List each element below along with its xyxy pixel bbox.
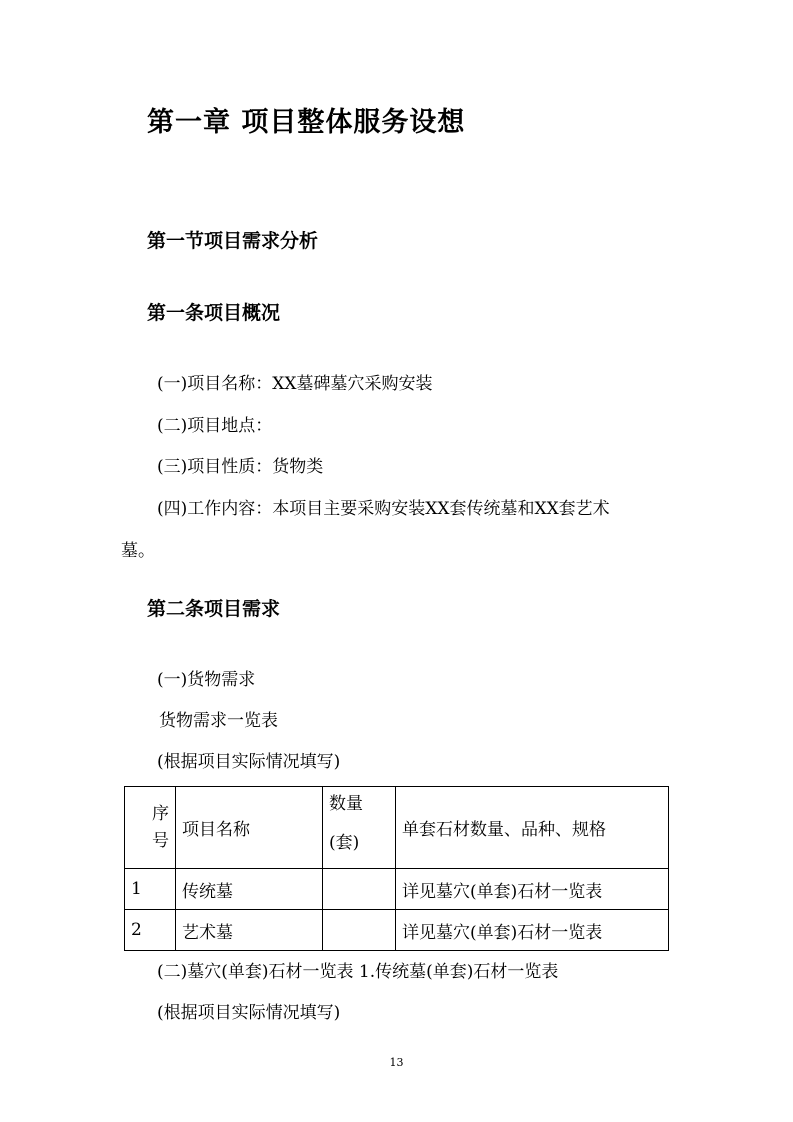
- article-title-requirements: 第二条项目需求: [147, 598, 281, 620]
- header-qty-line1: 数量: [329, 794, 363, 814]
- cell-num: 2: [125, 910, 176, 951]
- cell-qty: [323, 910, 396, 951]
- header-num-line2: 号: [152, 830, 169, 851]
- table-header-row: [125, 787, 669, 869]
- header-qty: [323, 787, 396, 869]
- header-qty-line2: (套): [329, 833, 360, 853]
- chapter-title: 第一章 项目整体服务设想: [147, 107, 466, 138]
- cell-name: 艺术墓: [176, 910, 323, 951]
- header-spec: 单套石材数量、品种、规格: [396, 787, 669, 869]
- item-project-nature: (三)项目性质：货物类: [157, 457, 324, 477]
- header-name: 项目名称: [176, 787, 323, 869]
- cell-spec: 详见墓穴(单套)石材一览表: [396, 910, 669, 951]
- article-title-overview: 第一条项目概况: [147, 302, 281, 324]
- header-num-line1: 序: [152, 803, 169, 824]
- table-row: [125, 910, 669, 951]
- cell-name: 传统墓: [176, 869, 323, 910]
- item-work-content: (四)工作内容：本项目主要采购安装XX套传统墓和XX套艺术: [157, 499, 610, 519]
- header-num: [125, 787, 176, 869]
- cell-num: 1: [125, 869, 176, 910]
- goods-table: [124, 786, 669, 951]
- page-number: 13: [389, 1056, 404, 1069]
- section-title: 第一节项目需求分析: [147, 230, 319, 252]
- stone-list-heading: (二)墓穴(单套)石材一览表 1.传统墓(单套)石材一览表: [157, 962, 559, 982]
- fill-note: (根据项目实际情况填写): [157, 752, 341, 772]
- cell-spec: 详见墓穴(单套)石材一览表: [396, 869, 669, 910]
- cell-qty: [323, 869, 396, 910]
- table-caption: 货物需求一览表: [159, 711, 278, 731]
- table-row: [125, 869, 669, 910]
- item-project-location: (二)项目地点：: [157, 416, 273, 436]
- goods-heading: (一)货物需求: [157, 670, 256, 690]
- item-project-name: (一)项目名称：XX墓碑墓穴采购安装: [157, 374, 433, 394]
- fill-note-2: (根据项目实际情况填写): [157, 1003, 341, 1023]
- item-work-content-continued: 墓。: [121, 541, 155, 561]
